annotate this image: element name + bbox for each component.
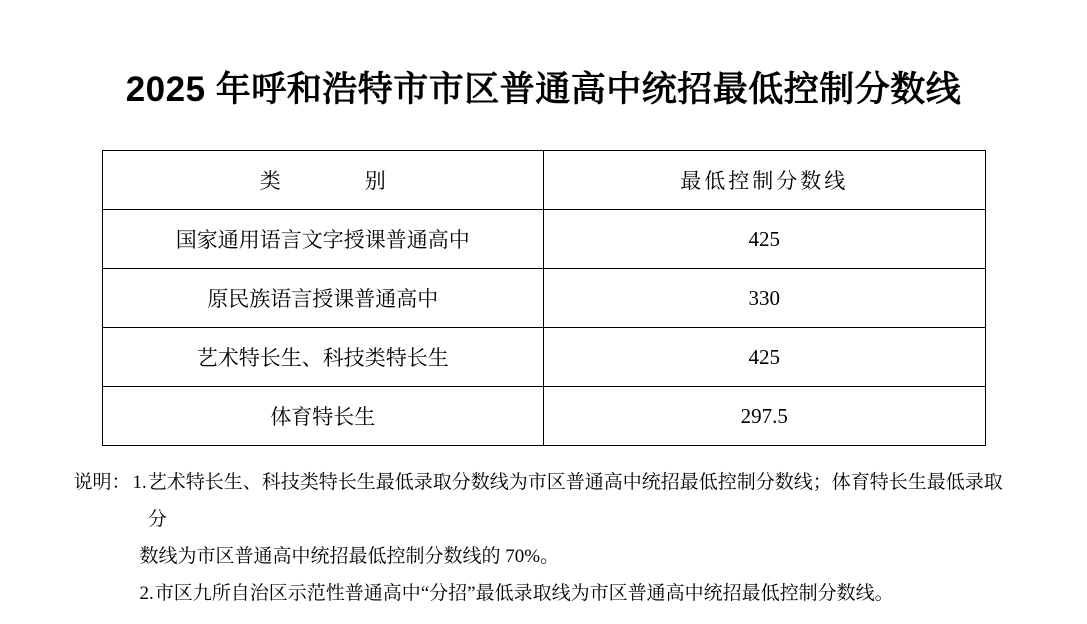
note-text-1-continued: 数线为市区普通高中统招最低控制分数线的 70%。 (139, 546, 560, 568)
cell-score: 297.5 (544, 387, 986, 446)
table-row (102, 328, 985, 387)
table-row (102, 210, 985, 269)
table-row (102, 269, 985, 328)
score-table (102, 150, 986, 446)
cell-category: 体育特长生 (102, 387, 544, 446)
cell-score: 425 (544, 210, 986, 269)
cell-score: 425 (544, 328, 986, 387)
table-header-row (102, 151, 985, 210)
column-header-score-label: 最低控制分数线 (680, 169, 849, 193)
note-text-2: 市区九所自治区示范性普通高中“分招”最低录取线为市区普通高中统招最低控制分数线。 (154, 583, 894, 605)
note-number-1: 1. (132, 472, 147, 493)
column-header-category (102, 151, 544, 210)
column-header-score (544, 151, 986, 210)
table-row (102, 387, 985, 446)
notes-label: 说明： (73, 472, 131, 493)
cell-category: 原民族语言授课普通高中 (102, 269, 544, 328)
cell-category: 国家通用语言文字授课普通高中 (102, 210, 544, 269)
column-header-category-label: 类 别 (259, 169, 400, 193)
page-title: 2025 年呼和浩特市市区普通高中统招最低控制分数线 (125, 70, 962, 109)
score-table-container (102, 150, 986, 446)
note-number-2: 2. (139, 583, 154, 605)
cell-score: 330 (544, 269, 986, 328)
note-text-1: 艺术特长生、科技类特长生最低录取分数线为市区普通高中统招最低控制分数线；体育特长生最低录取分 (147, 472, 1003, 531)
note-item-2 (74, 575, 1014, 612)
notes-section (74, 464, 1014, 612)
cell-category: 艺术特长生、科技类特长生 (102, 328, 544, 387)
note-item-1 (74, 464, 1014, 538)
